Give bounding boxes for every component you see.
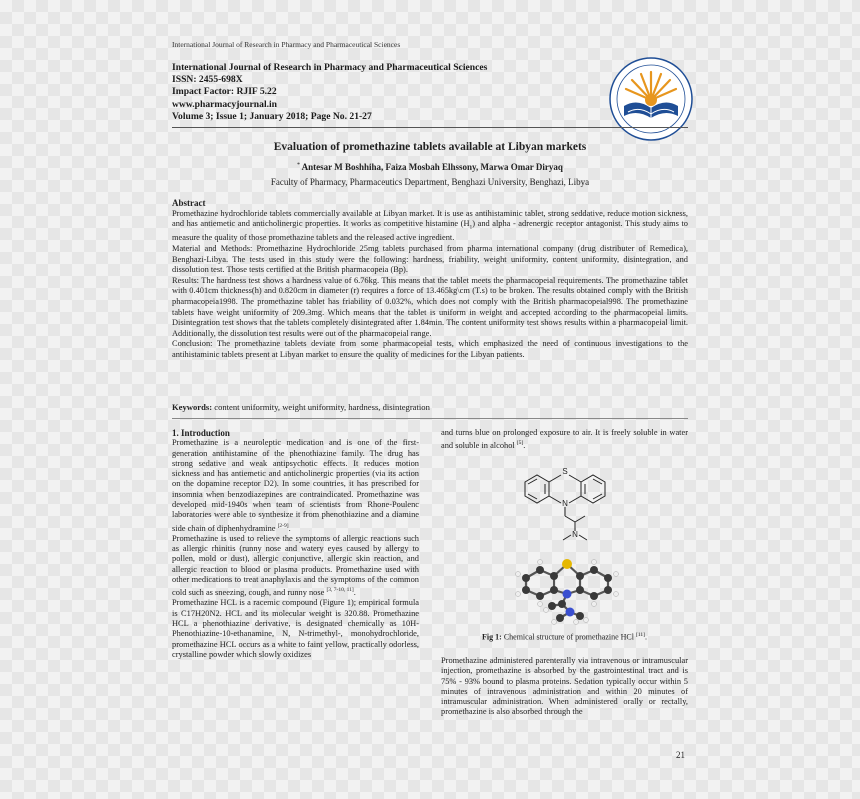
promethazine-3d-model (512, 550, 622, 626)
right-column-bottom: Promethazine administered parenterally via intravenous or intramuscular injection, promethazine is absorbed by the gastrointestinal tract and is 75% - 93% bound to plasma proteins. Sedation typically occur within 5 minutes of intravenous administration and within 20 minutes of intramuscular administration. When administered orally or rectally, promethazine is also absorbed through the (441, 656, 688, 717)
intro-paragraph-1: Promethazine is a neuroleptic medication and is one of the first-generation antihistamine of the phenothiazine family. The drug has strong sedative and weak antipsychotic effects. It reduces motion sickness and has antiemetic and anticholinergic properties (via its action on the dopamine receptor D2). In some countries, it has prescribed for insomnia when benzodiazepines are contraindicated. Promethazine was developed mid-1940s when team of scientists from Rhone-Poulenc laboratories were able to synthesize it from phenothiazine and a diamine side chain of diphenhydramine [2-9]. (172, 438, 419, 533)
sulfur-label: S (562, 467, 568, 476)
running-header: International Journal of Research in Pharmacy and Pharmaceutical Sciences (172, 40, 401, 49)
journal-logo (608, 56, 694, 142)
promethazine-2d-structure (505, 462, 625, 550)
journal-name: International Journal of Research in Pharmacy and Pharmaceutical Sciences (172, 62, 488, 73)
keywords-label: Keywords: (172, 402, 213, 412)
figure-caption: Fig 1: Chemical structure of promethazine HCl [11]. (482, 632, 647, 642)
ring-nitrogen-atom (563, 590, 572, 599)
author-names: Antesar M Boshhiha, Faiza Mosbah Elhssony, Marwa Omar Diryaq (301, 162, 563, 172)
citation[interactable]: [5] (516, 440, 524, 447)
figure-label: Fig 1: (482, 632, 502, 642)
intro-paragraph-2: Promethazine is used to relieve the symptoms of allergic reactions such as allergic rhinitis (runny nose and watery eyes caused by allergy to pollen, mold or dust), allergic conjunctive, allergic skin reaction, and allergic reaction to blood or plasma products. Promethazine used with other medications to treat anaphylaxis and the symptoms of the common cold such as sneezing, cough, and runny nose [3, 7-10, 11]. (172, 533, 419, 598)
introduction-column (172, 428, 419, 660)
keywords-text: content uniformity, weight uniformity, hardness, disintegration (214, 402, 430, 412)
right-column-top: and turns blue on prolonged exposure to air. It is freely soluble in water and soluble in alcohol [5]. (441, 428, 688, 451)
page-number: 21 (676, 750, 685, 760)
corresponding-mark: * (297, 162, 300, 168)
abstract-results: Results: The hardness test shows a hardness value of 6.76kg. This means that the tablet meets the pharmacopeial requirements. The promethazine tablet with 0.401cm thickness(h) and 0.820cm in diameter (r) requires a force of 13.465kg\cm (T.s) to be broken. The results obtained comply with the British pharmacopeia1998. The promethazine tablet has friability of 0.032%, which does not comply with the British pharmacopeial998. The promethazine tablets have weight uniformity of 209.3mg. Which means that the tablet is uniform in weight and accepted according to the pharmacopeial limits. Disintegration test shows that the tablets completely disintegrated after 1.84min. The content uniformity test shows results within a pharmacopeial limit. Additionally, the dissolution test results were out of the pharmacopeial range. (172, 275, 688, 338)
keywords (172, 402, 688, 412)
affiliation: Faculty of Pharmacy, Pharmaceutics Department, Benghazi University, Benghazi, Libya (270, 177, 590, 187)
article-title: Evaluation of promethazine tablets available at Libyan markets (273, 141, 587, 153)
sulfur-atom (562, 559, 572, 569)
citation[interactable]: [3, 7-10, 11] (326, 587, 354, 594)
intro-paragraph-3: Promethazine HCL is a racemic compound (Figure 1); empirical formula is C17H20N2. HCL and its molecular weight is 320.88. Promethazine HCL a phenothiazine derivative, is designated chemically as 10H-Phenothiazine-10-ethanamine, N, N-trimethyl-, monohydrochloride, promethazine HCL occurs as a white to faint yellow, practically odorless, crystalline powder which slowly oxidizes (172, 598, 419, 659)
issn: ISSN: 2455-698X (172, 74, 243, 86)
citation[interactable]: [2-9] (277, 522, 289, 529)
journal-website[interactable]: www.pharmacyjournal.in (172, 98, 278, 110)
section-rule (172, 418, 688, 419)
impact-factor: Impact Factor: RJIF 5.22 (172, 86, 277, 98)
amine-nitrogen-atom (566, 608, 575, 617)
journal-info (172, 62, 487, 123)
ring-nitrogen-label: N (562, 499, 568, 508)
abstract-conclusion: Conclusion: The promethazine tablets deviate from some pharmacopeial tests, which emphasized the need of continuous investigations to the antihistaminic tablets present at Libyan market to ensure the quality of medicines for the Libyan patients. (172, 339, 688, 359)
amine-nitrogen-label: N (572, 530, 578, 539)
abstract-heading: Abstract (172, 198, 206, 208)
header-rule (172, 127, 688, 128)
abstract-methods: Material and Methods: Promethazine Hydrochloride 25mg tablets purchased from pharma international company (drug distributer of Remedica), Benghazi-Libya. The tests used in this study were the following: hardness, friability, weight uniformity, content uniformity, disintegration, and dissolution test. Those tests certified at the British pharmacopeia (Bp). (172, 244, 688, 275)
abstract-background: Promethazine hydrochloride tablets commercially available at Libyan market. It is use as antihistaminic tablet, strong seddative, reduce motion sickness, and has antiemetic and anticholinergic properties. It works as competitive histamine $(H_1)$ and alpha - adrenergic receptor antagonist. This study aims to measure the quality of those promethazine tablets and the released active ingredient. (172, 208, 688, 243)
authors (172, 162, 688, 172)
abstract (172, 198, 688, 361)
introduction-heading: 1. Introduction (172, 428, 230, 438)
citation[interactable]: [11] (636, 632, 645, 638)
volume-issue: Volume 3; Issue 1; January 2018; Page No. 21-27 (172, 110, 372, 122)
